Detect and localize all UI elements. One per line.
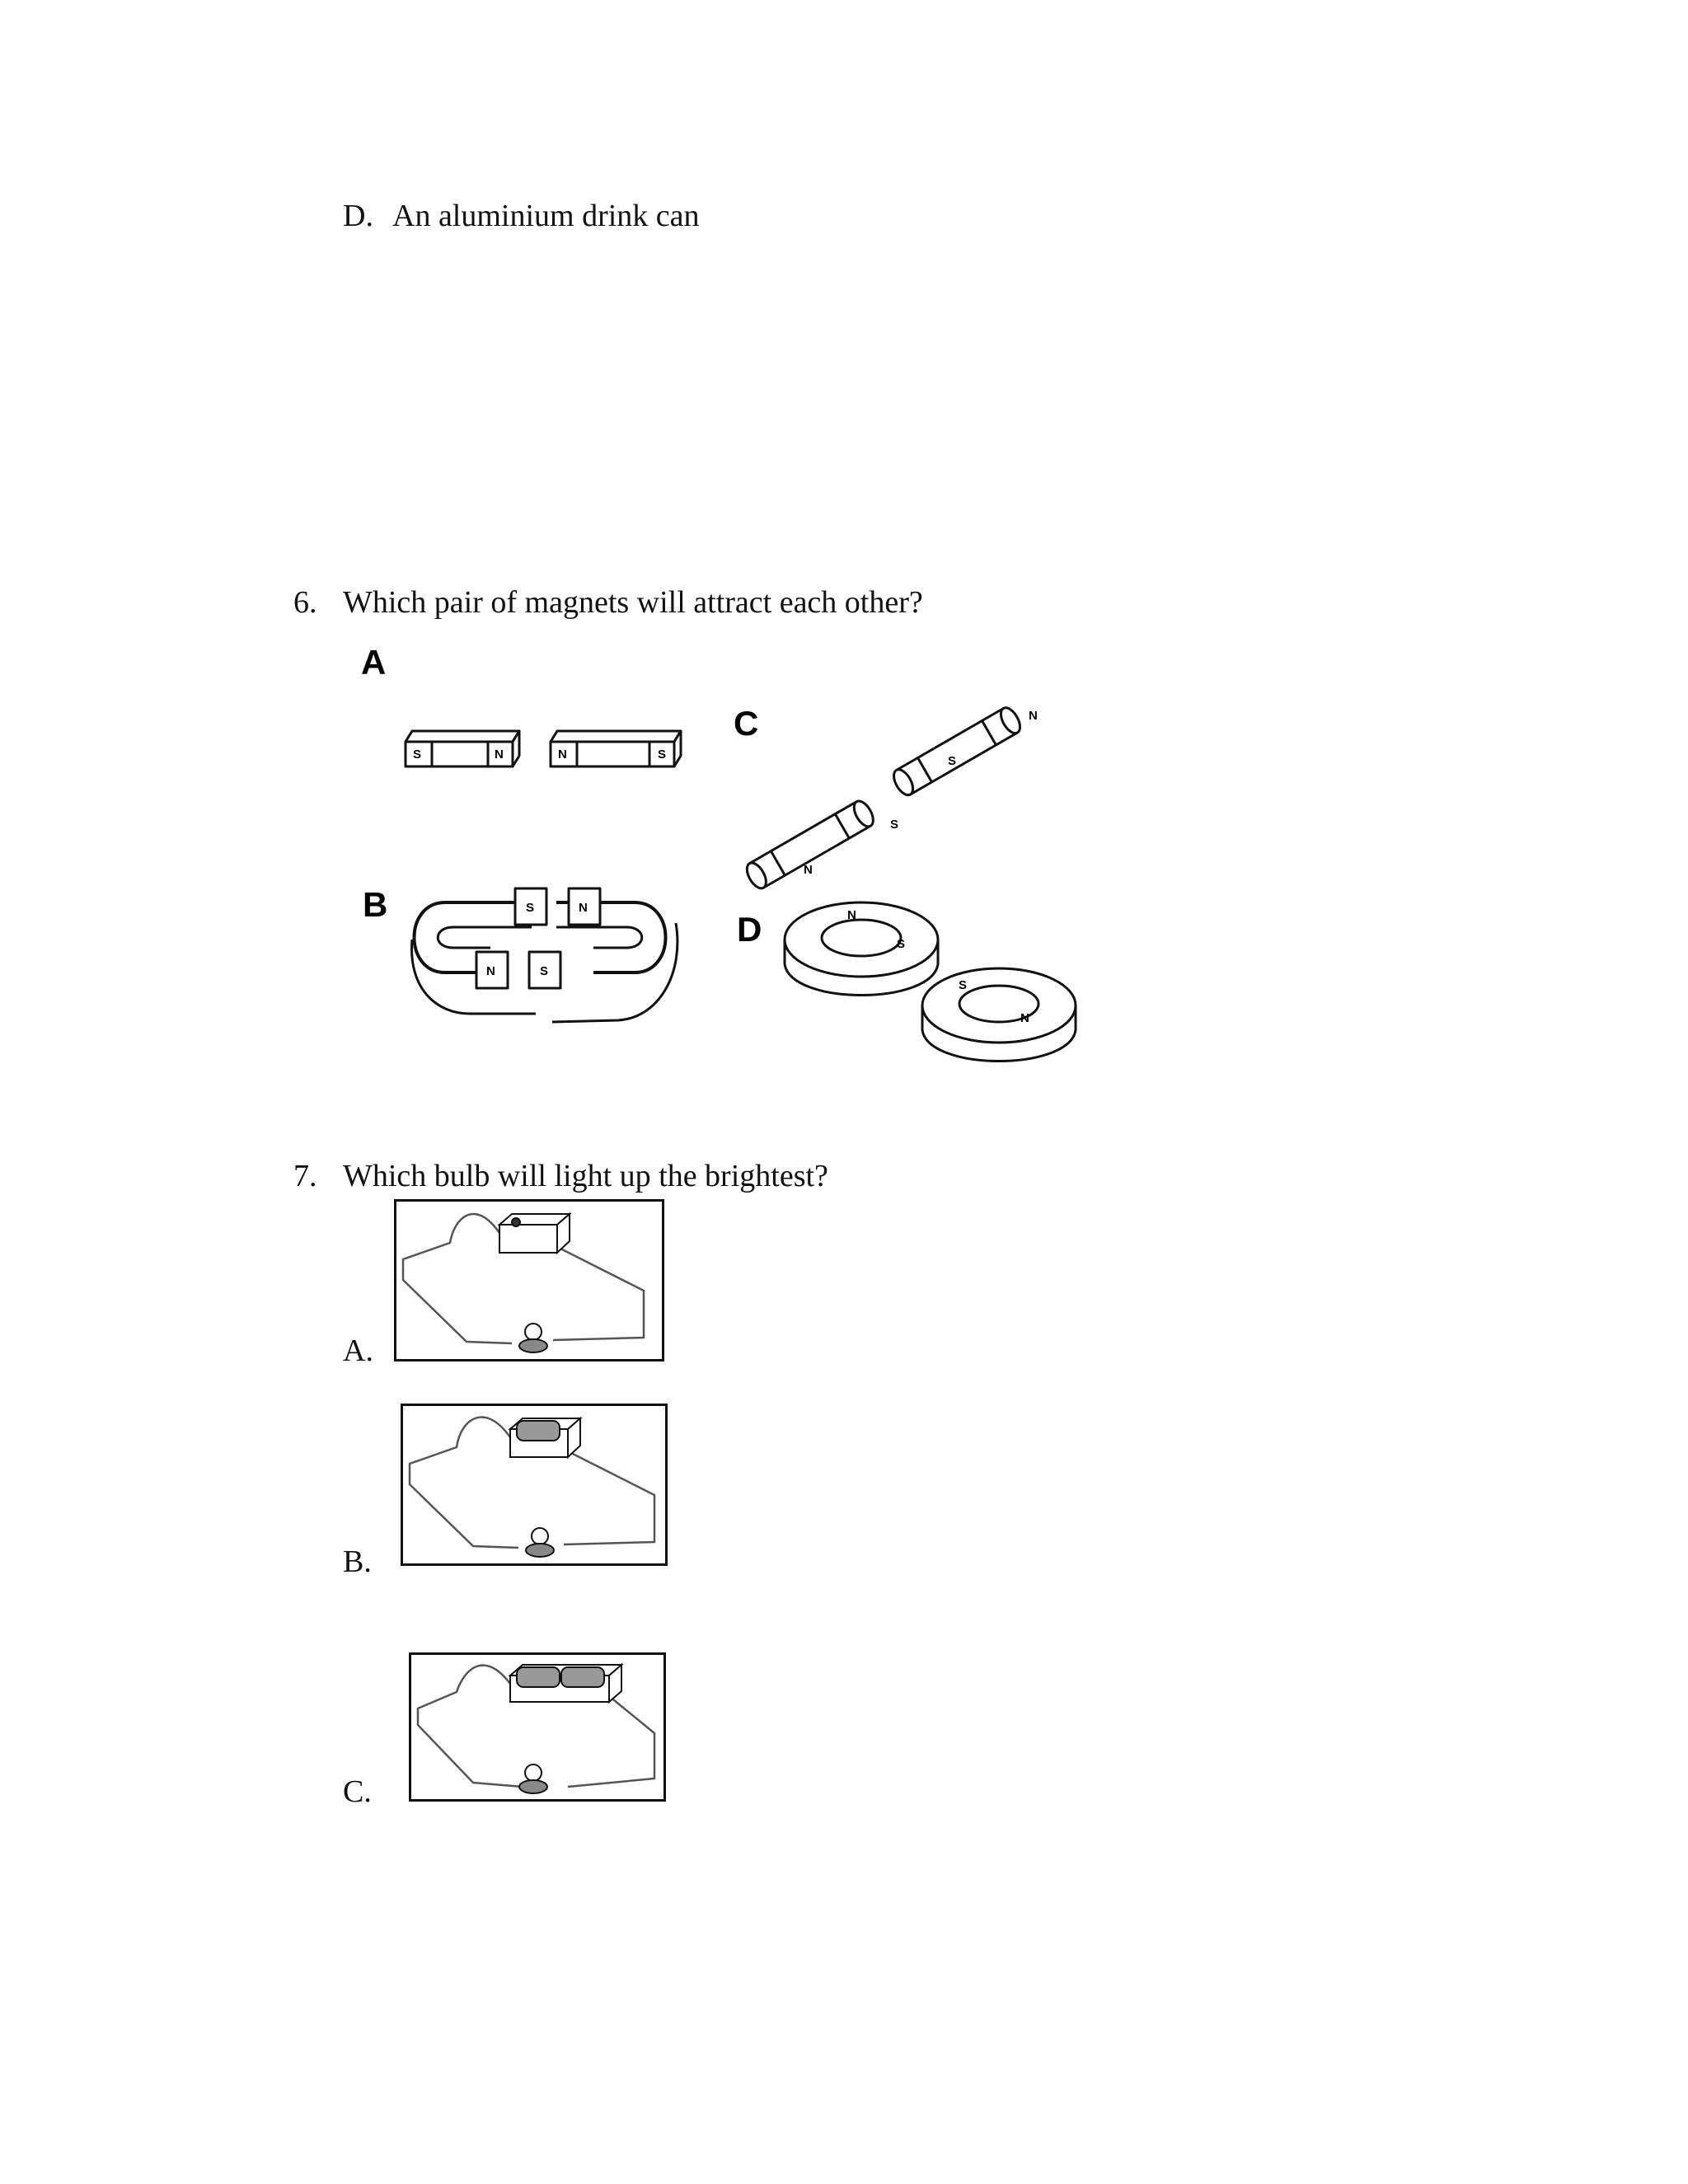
panel-d-label: D: [737, 910, 762, 949]
pole-label: N: [579, 901, 588, 915]
pole-label: S: [540, 964, 549, 978]
question-6-number: 6.: [293, 585, 317, 620]
panel-b-horseshoe-magnets: [412, 888, 678, 1022]
panel-c-cylinder-magnets: [743, 705, 1025, 892]
panel-a-label: A: [361, 643, 387, 682]
pole-label: S: [658, 748, 667, 762]
option-a-label: A.: [343, 1333, 373, 1368]
option-d-text: An aluminium drink can: [392, 199, 700, 233]
pole-label: N: [558, 748, 567, 762]
option-d-letter: D.: [343, 199, 373, 233]
panel-b-label: B: [363, 885, 388, 924]
pole-label: S: [526, 901, 535, 915]
pole-label: N: [847, 908, 856, 922]
option-b-label: B.: [343, 1544, 372, 1579]
magnets-figure: [330, 626, 1121, 1088]
circuit-b-image: [401, 1404, 668, 1566]
question-6-text: Which pair of magnets will attract each other?: [343, 585, 923, 620]
pole-label: N: [486, 964, 495, 978]
circuit-a-image: [394, 1199, 664, 1361]
panel-c-label: C: [734, 704, 759, 743]
panel-a-bar-magnets: [406, 731, 681, 766]
pole-label: S: [897, 937, 906, 951]
pole-label: S: [948, 754, 957, 768]
pole-label: N: [1029, 709, 1038, 723]
question-7-text: Which bulb will light up the brightest?: [343, 1159, 828, 1193]
pole-label: N: [804, 863, 813, 877]
pole-label: N: [1020, 1011, 1029, 1025]
option-c-label: C.: [343, 1774, 372, 1809]
circuit-c-image: [409, 1652, 666, 1802]
pole-label: S: [890, 818, 899, 832]
question-7-number: 7.: [293, 1159, 317, 1193]
pole-label: S: [413, 748, 422, 762]
pole-label: N: [495, 748, 504, 762]
pole-label: S: [959, 978, 968, 992]
panel-d-ring-magnets: [785, 902, 1076, 1062]
